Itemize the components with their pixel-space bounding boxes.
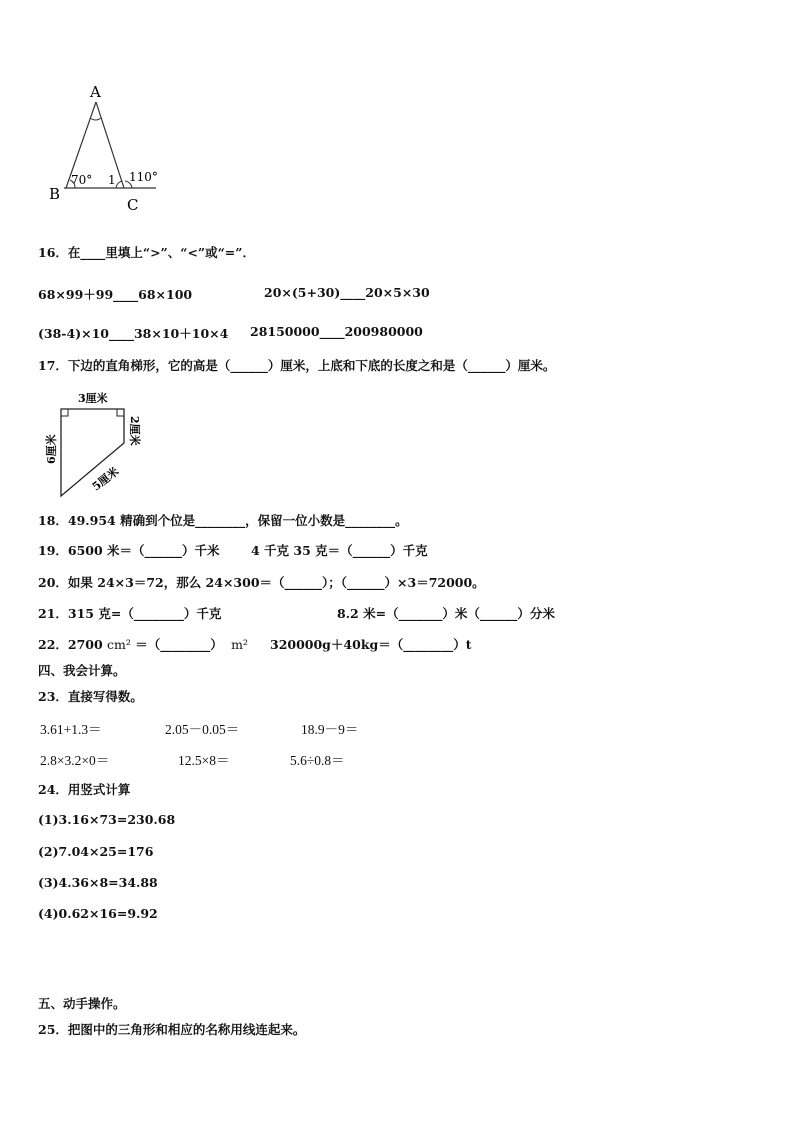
vertex-a-label: A [90, 83, 101, 101]
trapezoid-figure [38, 384, 148, 502]
section-5-heading: 五、动手操作。 [38, 996, 126, 1011]
q23-item: 2.8×3.2×0＝ [40, 753, 110, 768]
q25-text: 25．把图中的三角形和相应的名称用线连起来。 [38, 1022, 306, 1037]
triangle-figure [44, 80, 174, 215]
q24-item: (4)0.62×16=9.92 [38, 906, 158, 921]
q16-row1-left: 68×99＋99____68×100 [38, 287, 193, 302]
q21-right: 8.2 米=（_______）米（______）分米 [337, 606, 555, 621]
q16-row2-left: (38-4)×10____38×10＋10×4 [38, 326, 229, 341]
q23-title: 23．直接写得数。 [38, 689, 143, 704]
q22-right: 320000g＋40kg＝（________）t [270, 637, 472, 652]
q24-title: 24．用竖式计算 [38, 782, 131, 797]
vertex-c-label: C [127, 196, 139, 214]
angle-1-label: 1 [108, 173, 116, 187]
trapezoid-slant-label: 5厘米 [89, 464, 122, 494]
q23-item: 5.6÷0.8＝ [290, 753, 345, 768]
trapezoid-top-label: 3厘米 [78, 392, 108, 405]
q24-item: (3)4.36×8=34.88 [38, 875, 158, 890]
q23-item: 2.05－0.05＝ [165, 722, 240, 737]
q22-left-number: 22．2700 [38, 637, 103, 652]
q18-text: 18．49.954 精确到个位是________，保留一位小数是________。 [38, 513, 408, 528]
q22-left-unit2: m² [231, 637, 249, 652]
q17-text: 17．下边的直角梯形，它的高是（______）厘米，上底和下底的长度之和是（______）厘米。 [38, 358, 556, 373]
q21-left: 21．315 克=（________）千克 [38, 606, 222, 621]
q19-left: 19．6500 米＝（______）千米 [38, 543, 220, 558]
trapezoid-right-label: 2厘米 [128, 416, 141, 446]
q23-item: 18.9－9＝ [301, 722, 359, 737]
angle-b-label: 70° [71, 173, 93, 187]
q22-left [38, 635, 248, 653]
q16-intro: 16．在____里填上“>”、“<”或“=”． [38, 245, 255, 260]
q19-right: 4 千克 35 克＝（______）千克 [251, 543, 428, 558]
vertex-b-label: B [49, 185, 61, 203]
q24-item: (2)7.04×25=176 [38, 844, 154, 859]
exterior-angle-label: 110° [129, 170, 158, 184]
trapezoid-left-label: 6厘米 [45, 434, 58, 464]
q16-row2-right: 28150000____200980000 [250, 324, 423, 339]
q23-item: 3.61+1.3＝ [40, 722, 102, 737]
q23-item: 12.5×8＝ [178, 753, 230, 768]
q16-row1-right: 20×(5+30)____20×5×30 [264, 285, 430, 300]
q24-item: (1)3.16×73=230.68 [38, 812, 176, 827]
q20-text: 20．如果 24×3＝72，那么 24×300＝（______）；（______）×3＝72000。 [38, 575, 485, 590]
section-4-heading: 四、我会计算。 [38, 663, 126, 678]
q22-left-unit: cm² [107, 637, 131, 652]
q22-left-mid: ＝（________） [135, 637, 223, 652]
